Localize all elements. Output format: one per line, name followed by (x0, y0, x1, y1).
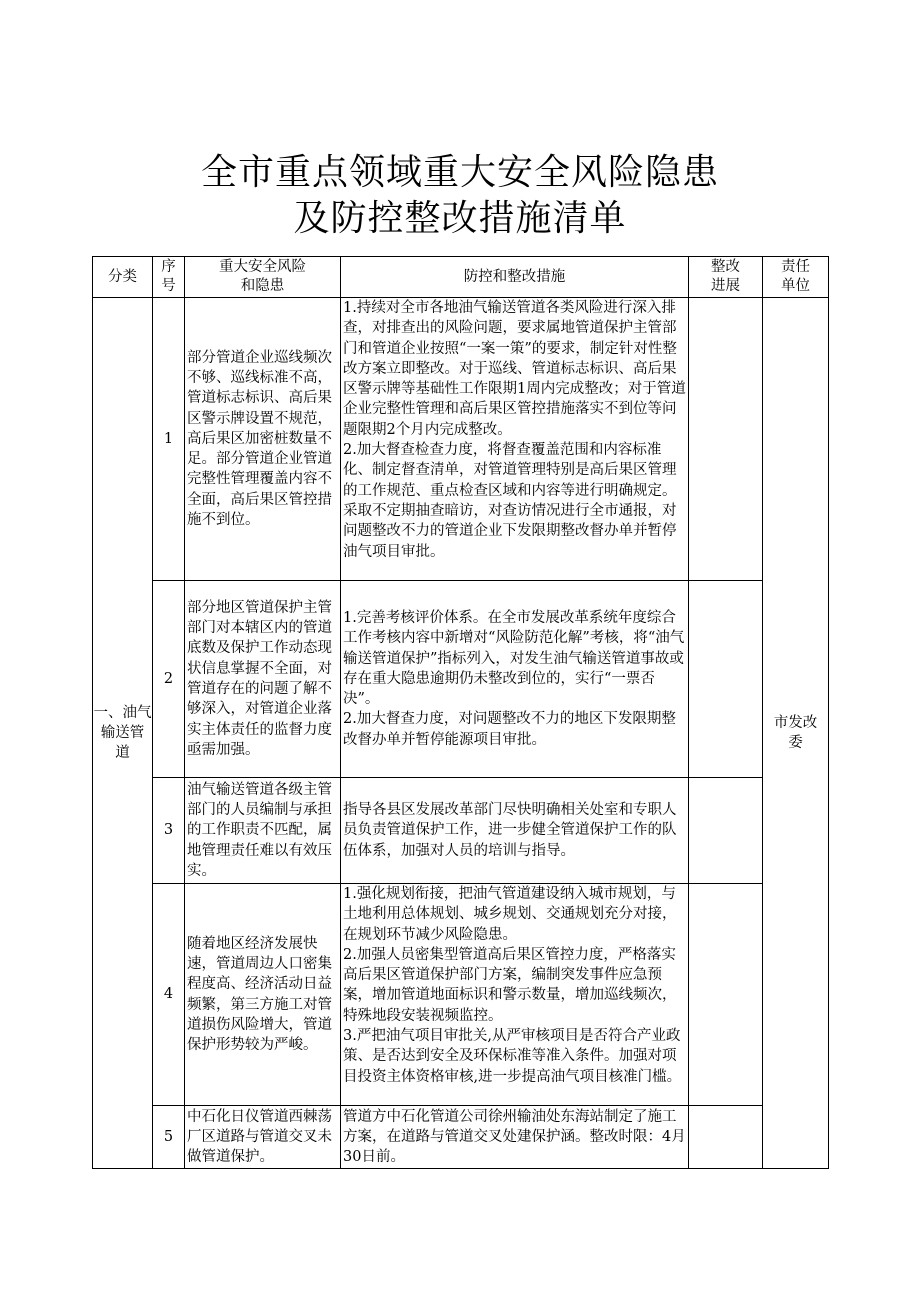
table-row (93, 298, 829, 581)
seq-cell: 3 (153, 778, 185, 884)
table-row (93, 581, 829, 778)
measures-cell (341, 884, 689, 1106)
header-unit-line-2: 单位 (781, 278, 810, 294)
header-progress (689, 257, 763, 298)
risk-cell: 油气输送管道各级主管部门的人员编制与承担的工作职责不匹配，属地管理责任难以有效压实。 (185, 778, 341, 884)
measure-item: 管道方中石化管道公司徐州输油处东海站制定了施工方案，在道路与管道交叉处建保护涵。整改时限：4月30日前。 (343, 1108, 686, 1166)
header-risk-line-2: 和隐患 (240, 278, 285, 294)
header-seq (153, 257, 185, 298)
progress-cell (689, 1106, 763, 1169)
header-progress-line-2: 进展 (711, 278, 740, 294)
header-risk (185, 257, 341, 298)
risk-cell: 部分地区管道保护主管部门对本辖区内的管道底数及保护工作动态现状信息掌握不全面，对管道存在的问题了解不够深入，对管道企业落实主体责任的监督力度亟需加强。 (185, 581, 341, 778)
category-line-2: 输送管 (100, 724, 145, 741)
header-seq-line-1: 序 (161, 259, 176, 275)
category-line-3: 道 (115, 745, 130, 762)
seq-cell: 1 (153, 298, 185, 581)
table-row (93, 1106, 829, 1169)
progress-cell (689, 884, 763, 1106)
progress-cell (689, 778, 763, 884)
seq-cell: 4 (153, 884, 185, 1106)
progress-cell (689, 581, 763, 778)
progress-cell (689, 298, 763, 581)
measures-cell (341, 778, 689, 884)
measures-cell (341, 1106, 689, 1169)
measure-item: 2.加大督查检查力度，将督查覆盖范围和内容标准化、制定督查清单，对管道管理特别是高后果区管理的工作规范、重点检查区域和内容等进行明确规定。采取不定期抽查暗访，对查访情况进行全市通报，对问题整改不力的管道企业下发限期整改督办单并暂停油气项目审批。 (343, 442, 677, 560)
risk-measures-table (92, 256, 829, 1169)
header-seq-line-2: 号 (161, 278, 176, 294)
measure-item: 指导各县区发展改革部门尽快明确相关处室和专职人员负责管道保护工作，进一步健全管道保护工作的队伍体系，加强对人员的培训与指导。 (343, 802, 677, 859)
document-title-line-1: 全市重点领域重大安全风险隐患 (200, 152, 719, 193)
unit-line-1: 市发改 (773, 714, 818, 731)
measure-item: 1.持续对全市各地油气输送管道各类风险进行深入排查，对排查出的风险问题，要求属地管道保护主管部门和管道企业按照“一案一策”的要求，制定针对性整改方案立即整改。对于巡线、管道标志标识、高后果区警示牌等基础性工作限期1周内完成整改；对于管道企业完整性管理和高后果区管控措施落实不到位等问题限期2个月内完成整改。 (343, 300, 686, 438)
unit-line-2: 委 (788, 735, 803, 751)
category-cell (93, 298, 153, 1169)
risk-cell: 随着地区经济发展快速，管道周边人口密集程度高、经济活动日益频繁，第三方施工对管道损伤风险增大，管道保护形势较为严峻。 (185, 884, 341, 1106)
table-row (93, 778, 829, 884)
seq-cell: 2 (153, 581, 185, 778)
risk-cell: 中石化日仪管道西棘荡厂区道路与管道交叉未做管道保护。 (185, 1106, 341, 1169)
unit-cell (763, 298, 829, 1169)
measure-item: 1.强化规划衔接，把油气管道建设纳入城市规划，与土地利用总体规划、城乡规划、交通规划充分对接，在规划环节减少风险隐患。 (343, 886, 677, 943)
document-title-line-2: 及防控整改措施清单 (293, 198, 627, 239)
measures-cell (341, 581, 689, 778)
header-unit (763, 257, 829, 298)
measures-cell (341, 298, 689, 581)
measure-item: 3.严把油气项目审批关,从严审核项目是否符合产业政策、是否达到安全及环保标准等准入条件。加强对项目投资主体资格审核,进一步提高油气项目核准门槛。 (343, 1028, 682, 1085)
risk-cell: 部分管道企业巡线频次不够、巡线标准不高，管道标志标识、高后果区警示牌设置不规范，高后果区加密桩数量不足。部分管道企业管道完整性管理覆盖内容不全面，高后果区管控措施不到位。 (185, 298, 341, 581)
header-risk-line-1: 重大安全风险 (219, 259, 306, 275)
table-row (93, 884, 829, 1106)
measure-item: 2.加大督查力度，对问题整改不力的地区下发限期整改督办单并暂停能源项目审批。 (343, 711, 676, 748)
category-line-1: 一、油气 (93, 704, 152, 721)
measure-item: 2.加强人员密集型管道高后果区管控力度，严格落实高后果区管道保护部门方案，编制突发事件应急预案，增加管道地面标识和警示数量，增加巡线频次，特殊地段安装视频监控。 (343, 946, 677, 1024)
header-progress-line-1: 整改 (711, 259, 740, 275)
seq-cell: 5 (153, 1106, 185, 1169)
header-unit-line-1: 责任 (781, 259, 810, 275)
header-measures: 防控和整改措施 (341, 257, 689, 298)
header-category: 分类 (93, 257, 153, 298)
measure-item: 1.完善考核评价体系。在全市发展改革系统年度综合工作考核内容中新增对“风险防范化解”考核，将“油气输送管道保护”指标列入，对发生油气输送管道事故或存在重大隐患逾期仍未整改到位的，实行“一票否决”。 (343, 609, 685, 708)
table-header-row (93, 257, 829, 298)
